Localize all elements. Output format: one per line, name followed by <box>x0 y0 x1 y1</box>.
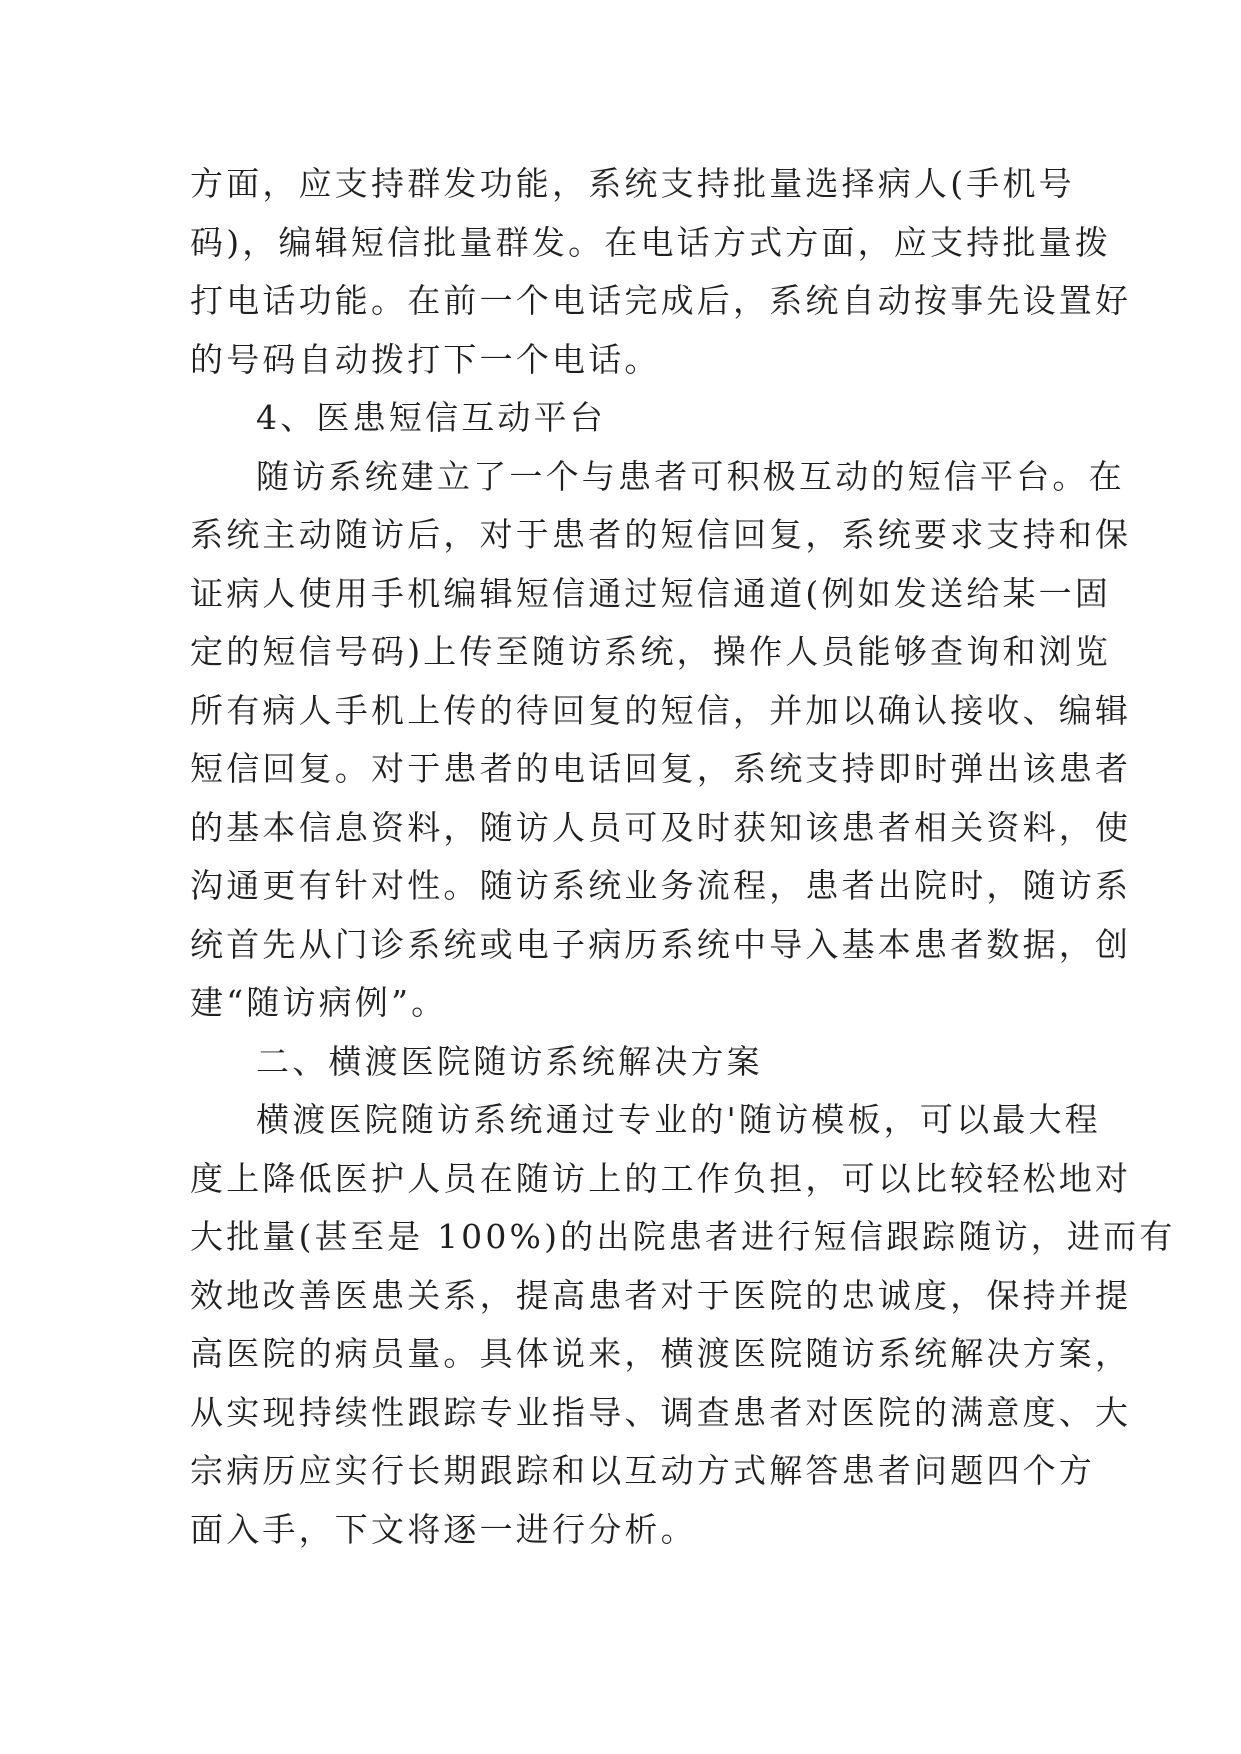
text-line: 短信回复。对于患者的电话回复，系统支持即时弹出该患者 <box>190 749 1132 788</box>
text-line: 面入手，下文将逐一进行分析。 <box>190 1509 697 1549</box>
text-line: 效地改善医患关系，提高患者对于医院的忠诚度，保持并提 <box>190 1275 1132 1315</box>
text-line: 沟通更有针对性。随访系统业务流程，患者出院时，随访系 <box>190 866 1132 905</box>
document-body <box>190 155 1176 1559</box>
text-line: 度上降低医护人员在随访上的工作负担，可以比较轻松地对 <box>190 1158 1132 1198</box>
text-line: 宗病历应实行长期跟踪和以互动方式解答患者问题四个方 <box>190 1451 1095 1490</box>
text-line: 统首先从门诊系统或电子病历系统中导入基本患者数据，创 <box>190 924 1132 964</box>
text-line: 高医院的病员量。具体说来，横渡医院随访系统解决方案， <box>190 1334 1132 1373</box>
paragraph-first-line: 横渡医院随访系统通过专业的'随访模板，可以最大程 <box>256 1100 1101 1139</box>
text-line: 方面，应支持群发功能，系统支持批量选择病人(手机号 <box>190 164 1075 203</box>
text-line: 码)，编辑短信批量群发。在电话方式方面，应支持批量拨 <box>190 222 1112 262</box>
text-line: 系统主动随访后，对于患者的短信回复，系统要求支持和保 <box>190 515 1132 554</box>
section-heading: 二、横渡医院随访系统解决方案 <box>256 1041 763 1081</box>
text-line: 的基本信息资料，随访人员可及时获知该患者相关资料，使 <box>190 807 1132 847</box>
text-line: 建“随访病例”。 <box>190 983 448 1022</box>
text-line: 证病人使用手机编辑短信通过短信通道(例如发送给某一固 <box>190 573 1112 613</box>
text-line: 所有病人手机上传的待回复的短信，并加以确认接收、编辑 <box>190 690 1132 730</box>
text-line: 大批量(甚至是 100%)的出院患者进行短信跟踪随访，进而有 <box>190 1217 1176 1256</box>
section-heading: 4、医患短信互动平台 <box>256 398 606 437</box>
text-line: 打电话功能。在前一个电话完成后，系统自动按事先设置好 <box>190 281 1132 320</box>
text-line: 从实现持续性跟踪专业指导、调查患者对医院的满意度、大 <box>190 1392 1132 1432</box>
text-line: 定的短信号码)上传至随访系统，操作人员能够查询和浏览 <box>190 632 1112 671</box>
paragraph-first-line: 随访系统建立了一个与患者可积极互动的短信平台。在 <box>256 456 1125 496</box>
text-line: 的号码自动拨打下一个电话。 <box>190 339 661 379</box>
